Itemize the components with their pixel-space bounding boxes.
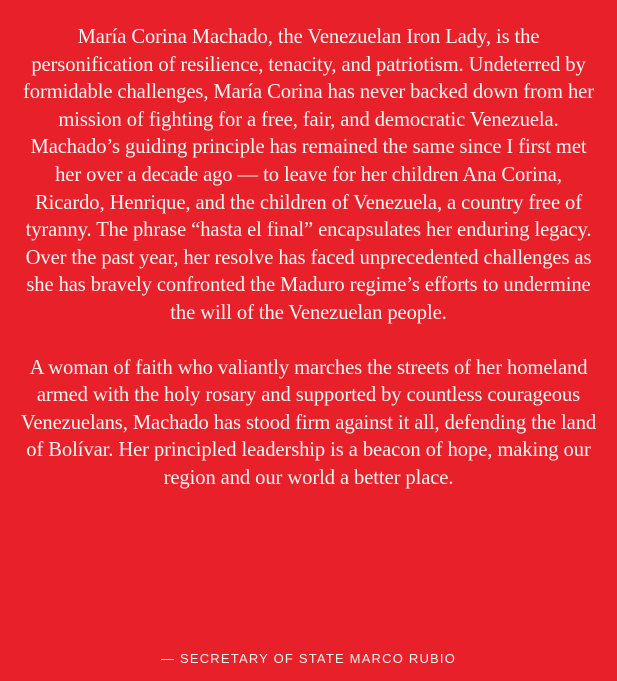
quote-paragraph-1: María Corina Machado, the Venezuelan Iron Lady, is the personification of resilience, tenacity, and patriotism. Undeterred by formidable challenges, María Corina has never backed down from her mission of fighting for a free, fair, and democratic Venezuela. Machado’s guiding principle has remained the same since I first met her over a decade ago — to leave for her children Ana Corina, Ricardo, Henrique, and the children of Venezuela, a country free of tyranny. The phrase “hasta el final” encapsulates her enduring legacy. Over the past year, her resolve has faced unprecedented challenges as she has bravely confronted the Maduro regime’s efforts to undermine the will of the Venezuelan people.	[23, 26, 594, 324]
quote-attribution: — SECRETARY OF STATE MARCO RUBIO	[160, 651, 457, 666]
quote-text-block	[18, 24, 599, 493]
quote-paragraph-2: A woman of faith who valiantly marches the streets of her homeland armed with the holy rosary and supported by countless courageous Venezuelans, Machado has stood firm against it all, defending the land of Bolívar. Her principled leadership is a beacon of hope, making our region and our world a better place.	[20, 356, 597, 489]
